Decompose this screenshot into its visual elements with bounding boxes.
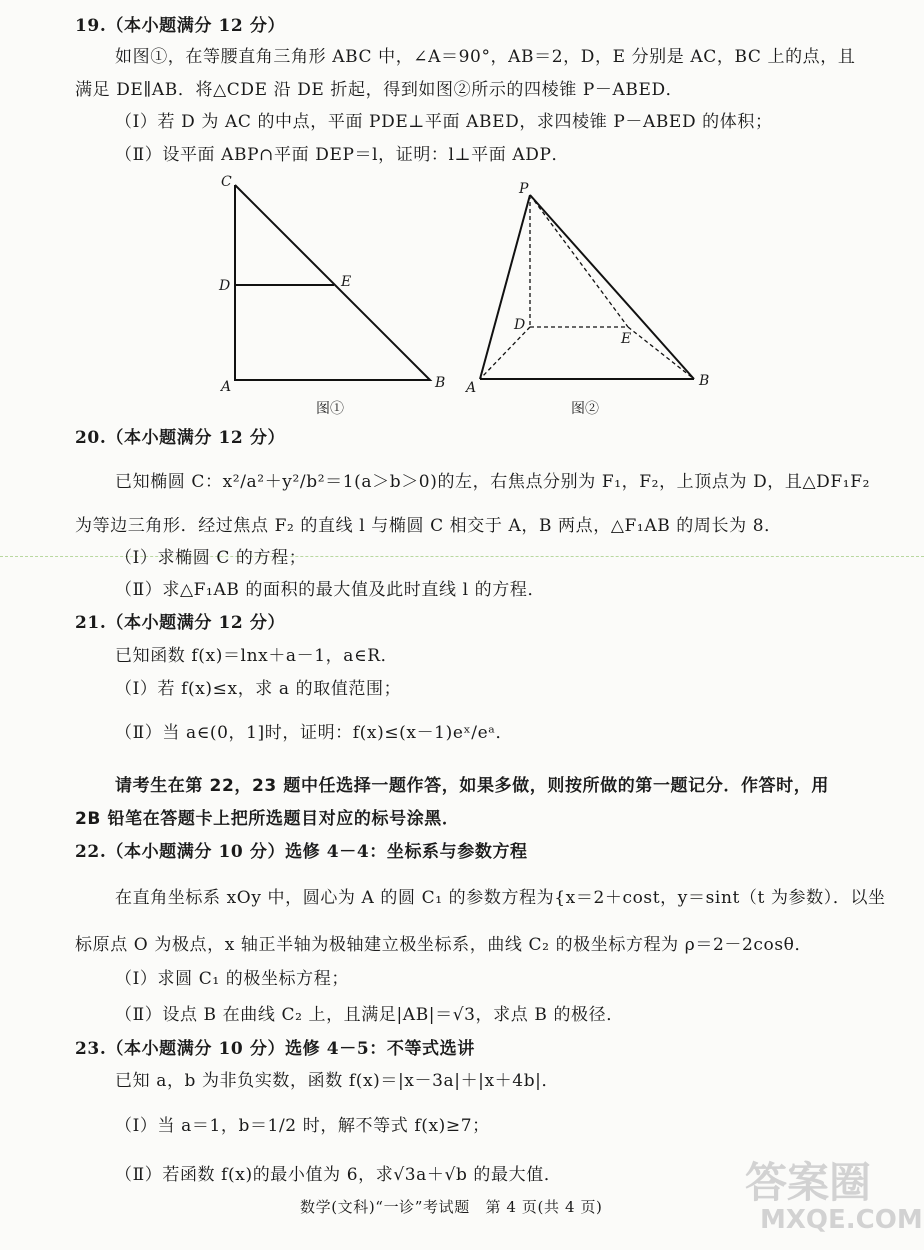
q21-line1: 已知函数 f(x)＝lnx＋a－1，a∈R．: [115, 646, 399, 666]
figure-1-triangle: [210, 175, 450, 395]
q22-header: 22.（本小题满分 10 分）选修 4－4：坐标系与参数方程: [75, 842, 528, 862]
q22-part2: （Ⅱ）设点 B 在曲线 C₂ 上，且满足|AB|＝√3，求点 B 的极径．: [115, 1005, 624, 1025]
q20-line1: 已知椭圆 C：x²/a²＋y²/b²＝1(a＞b＞0)的左，右焦点分别为 F₁，F₂，上顶点为 D，且△DF₁F₂: [115, 472, 871, 492]
q23-line1: 已知 a，b 为非负实数，函数 f(x)＝|x－3a|＋|x＋4b|．: [115, 1071, 560, 1091]
q19-part2: （Ⅱ）设平面 ABP∩平面 DEP＝l，证明：l⊥平面 ADP．: [115, 145, 570, 165]
fig1-label-a: A: [221, 379, 232, 395]
q20-part2: （Ⅱ）求△F₁AB 的面积的最大值及此时直线 l 的方程．: [115, 580, 546, 600]
page-footer: 数学(文科)“一诊”考试题 第 4 页(共 4 页): [300, 1198, 603, 1216]
q20-header: 20.（本小题满分 12 分）: [75, 428, 286, 448]
q23-part1: （Ⅰ）当 a＝1，b＝1/2 时，解不等式 f(x)≥7；: [115, 1116, 490, 1136]
q19-header: 19.（本小题满分 12 分）: [75, 16, 286, 36]
fig2-label-e: E: [621, 331, 632, 347]
q22-line1: 在直角坐标系 xOy 中，圆心为 A 的圆 C₁ 的参数方程为{x＝2＋cost，y＝sint（t 为参数）．以坐: [115, 888, 886, 908]
choice-notice-line1: 请考生在第 22，23 题中任选择一题作答，如果多做，则按所做的第一题记分．作答时，用: [115, 776, 829, 796]
choice-notice-line2: 2B 铅笔在答题卡上把所选题目对应的标号涂黑．: [75, 809, 460, 829]
q22-part1: （Ⅰ）求圆 C₁ 的极坐标方程；: [115, 969, 349, 989]
q22-line2: 标原点 O 为极点，x 轴正半轴为极轴建立极坐标系，曲线 C₂ 的极坐标方程为 ρ＝2－2cosθ．: [75, 935, 813, 955]
q23-header: 23.（本小题满分 10 分）选修 4－5：不等式选讲: [75, 1039, 475, 1059]
q21-part2: （Ⅱ）当 a∈(0，1]时，证明：f(x)≤(x－1)eˣ/eᵃ．: [115, 723, 514, 743]
fig2-label-d: D: [514, 317, 526, 333]
figure-2-caption: 图②: [571, 401, 599, 417]
q20-part1: （Ⅰ）求椭圆 C 的方程；: [115, 548, 307, 568]
fig2-label-a: A: [466, 380, 477, 396]
fig1-label-d: D: [219, 278, 231, 294]
q23-part2: （Ⅱ）若函数 f(x)的最小值为 6，求√3a＋√b 的最大值．: [115, 1165, 562, 1185]
q21-header: 21.（本小题满分 12 分）: [75, 613, 286, 633]
fig1-label-e: E: [341, 274, 352, 290]
q20-line2: 为等边三角形．经过焦点 F₂ 的直线 l 与椭圆 C 相交于 A，B 两点，△F₁AB 的周长为 8．: [75, 516, 782, 536]
figure-2-pyramid: [470, 180, 710, 395]
fig2-label-p: P: [519, 181, 529, 197]
fig1-label-c: C: [221, 174, 232, 190]
q19-line1: 如图①，在等腰直角三角形 ABC 中，∠A＝90°，AB＝2，D，E 分别是 AC，BC 上的点，且: [115, 47, 856, 67]
q19-line2: 满足 DE∥AB．将△CDE 沿 DE 折起，得到如图②所示的四棱锥 P－ABED．: [75, 80, 684, 100]
watermark-url: MXQE.COM: [760, 1205, 923, 1235]
q21-part1: （Ⅰ）若 f(x)≤x，求 a 的取值范围；: [115, 679, 402, 699]
figure-1-caption: 图①: [316, 401, 344, 417]
fig2-label-b: B: [699, 373, 710, 389]
watermark-logo: 答案圈: [745, 1158, 872, 1207]
q19-part1: （Ⅰ）若 D 为 AC 的中点，平面 PDE⊥平面 ABED，求四棱锥 P－ABED 的体积；: [115, 112, 773, 132]
fig1-label-b: B: [435, 375, 446, 391]
